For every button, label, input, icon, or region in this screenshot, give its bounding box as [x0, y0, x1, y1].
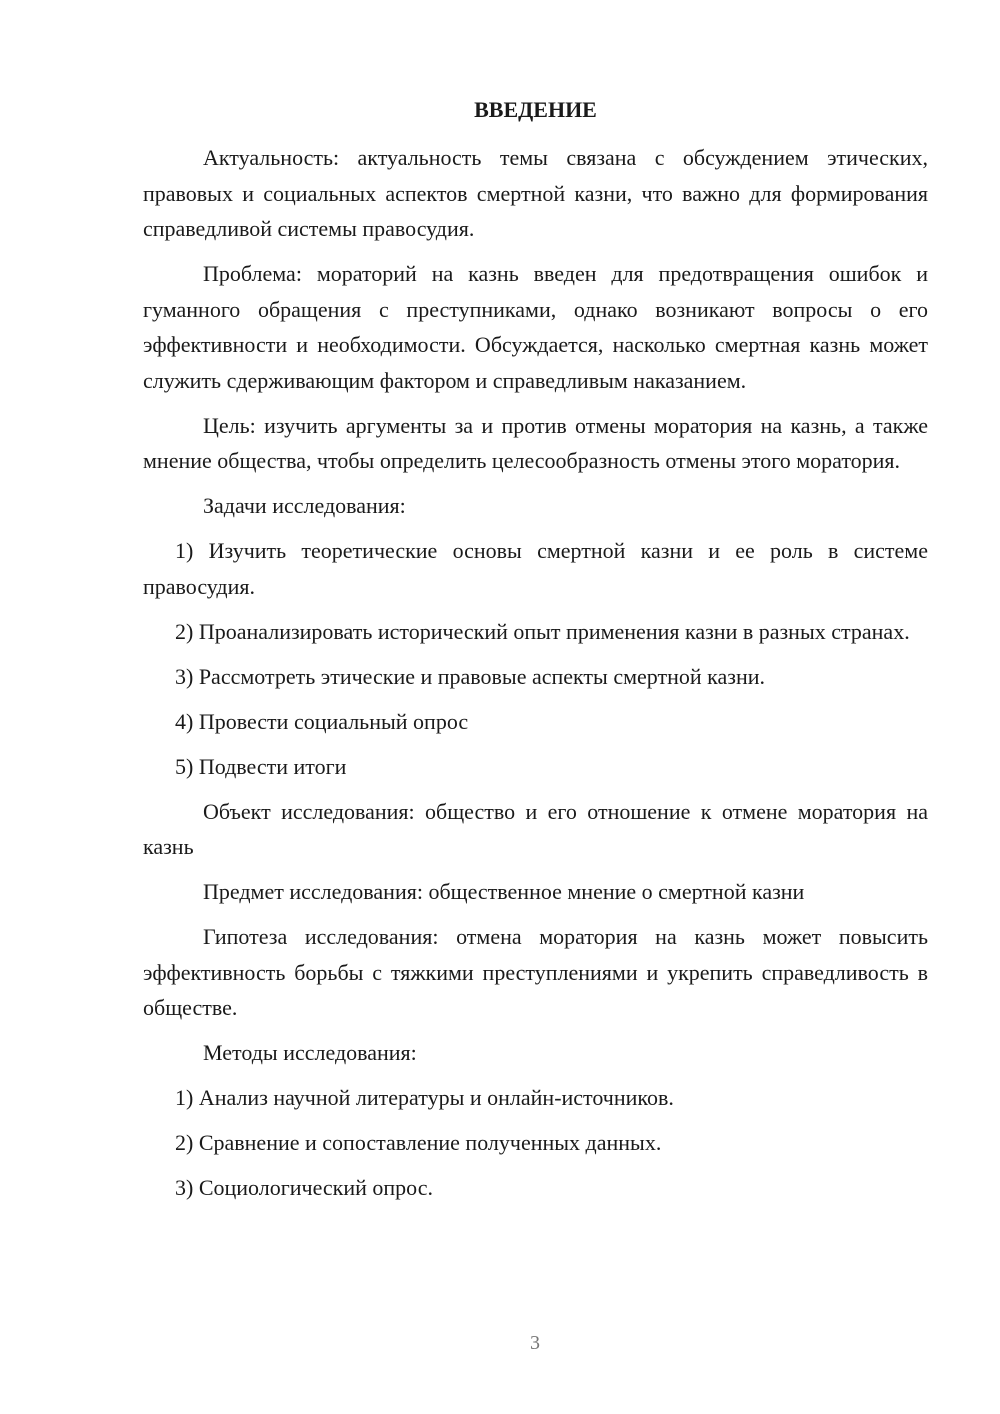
problem-paragraph: Проблема: мораторий на казнь введен для предотвращения ошибок и гуманного обращения с преступниками, однако возникают вопросы о его эффективности и необходимости. Обсуждается, насколько смертная казнь может служить сдерживающим фактором и справедливым наказанием.: [143, 261, 928, 393]
task-item: 2) Проанализировать исторический опыт применения казни в разных странах.: [175, 618, 910, 644]
task-item: 3) Рассмотреть этические и правовые аспекты смертной казни.: [175, 663, 766, 689]
task-item: 5) Подвести итоги: [175, 753, 347, 779]
object-paragraph: Объект исследования: общество и его отношение к отмене моратория на казнь: [143, 798, 928, 859]
task-item: 4) Провести социальный опрос: [175, 708, 469, 734]
page-title: ВВЕДЕНИЕ: [474, 97, 597, 122]
method-item: 2) Сравнение и сопоставление полученных данных.: [175, 1130, 662, 1155]
task-item: 1) Изучить теоретические основы смертной казни и ее роль в системе правосудия.: [143, 538, 928, 599]
document-page: [143, 92, 928, 1215]
methods-heading: Методы исследования:: [203, 1040, 417, 1065]
goal-paragraph: Цель: изучить аргументы за и против отмены моратория на казнь, а также мнение общества, чтобы определить целесообразность отмены этого моратория.: [143, 412, 928, 473]
method-item: 1) Анализ научной литературы и онлайн-источников.: [175, 1085, 674, 1110]
hypothesis-paragraph: Гипотеза исследования: отмена моратория на казнь может повысить эффективность борьбы с тяжкими преступлениями и укрепить справедливость в обществе.: [143, 924, 928, 1020]
subject-paragraph: Предмет исследования: общественное мнение о смертной казни: [203, 879, 805, 904]
relevance-paragraph: Актуальность: актуальность темы связана с обсуждением этических, правовых и социальных аспектов смертной казни, что важно для формирования справедливой системы правосудия.: [143, 145, 928, 241]
method-item: 3) Социологический опрос.: [175, 1175, 433, 1200]
page-number: 3: [530, 1332, 540, 1354]
tasks-heading: Задачи исследования:: [203, 493, 406, 518]
